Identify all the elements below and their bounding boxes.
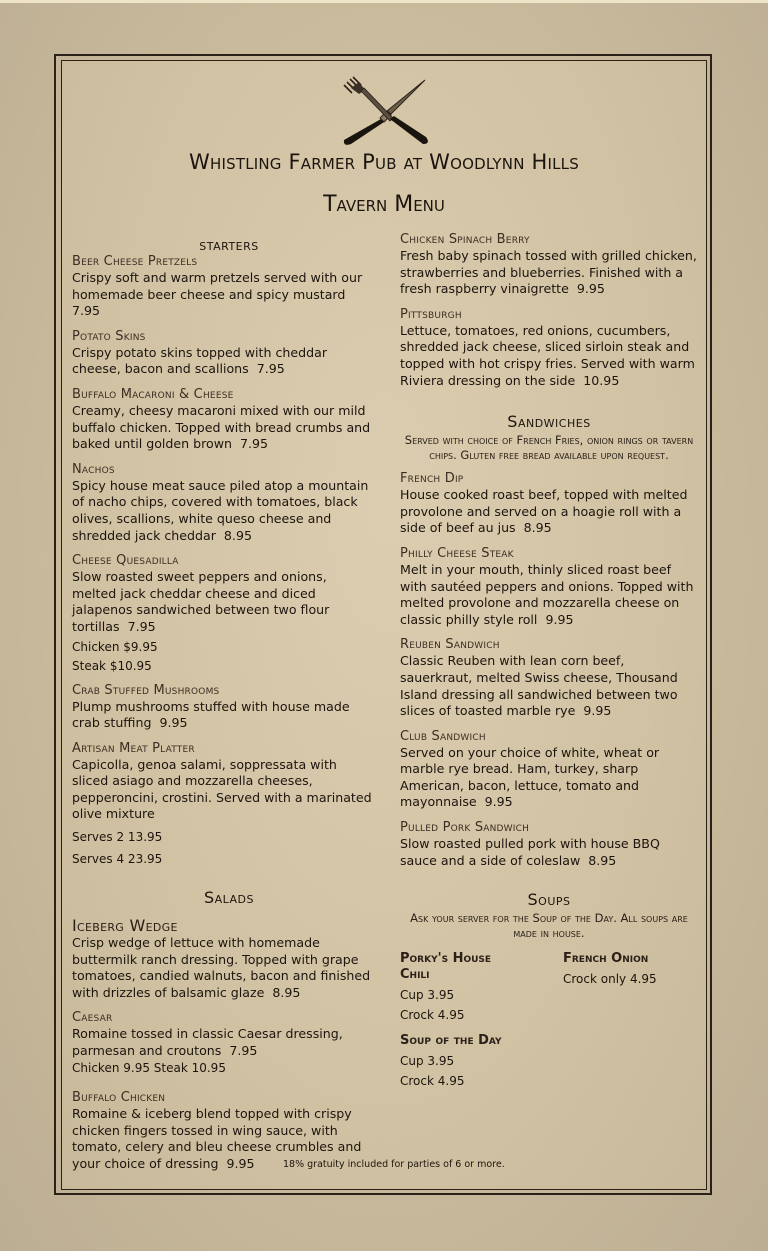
item-price: 7.95 [256, 361, 285, 377]
menu-item [400, 546, 698, 628]
section-heading-starters: starters [199, 235, 259, 254]
item-option-price: Serves 4 23.95 [72, 852, 163, 867]
item-description: Served on your choice of white, wheat or marble rye bread. Ham, turkey, sharp American, bacon, lettuce, tomato and mayonnaise [400, 744, 660, 810]
menu-title: Tavern Menu [323, 192, 445, 217]
item-name: Nachos [72, 461, 115, 477]
menu-item [72, 683, 372, 732]
item-description: Fresh baby spinach tossed with grilled chicken, strawberries and blueberries. Finished with a fresh raspberry vinaigrette [400, 248, 697, 297]
restaurant-name: Whistling Farmer Pub at Woodlynn Hills [189, 150, 579, 174]
item-name: Cheese Quesadilla [72, 553, 179, 569]
menu-item [72, 553, 372, 673]
item-description: House cooked roast beef, topped with melted provolone and served on a hoagie roll with a side of beef au jus [400, 487, 688, 536]
item-price: 10.95 [583, 372, 620, 388]
menu-item [72, 1010, 372, 1076]
item-description: Lettuce, tomatoes, red onions, cucumbers, shredded jack cheese, sliced sirloin steak and topped with hot crispy fries. Served with warm Riviera dressing on the side [400, 322, 695, 388]
soup-item [400, 1033, 563, 1089]
soup-price: Crock 4.95 [400, 1008, 465, 1023]
item-extra-price: Chicken 9.95 Steak 10.95 [72, 1060, 226, 1075]
menu-item [72, 917, 372, 1001]
item-name: Crab Stuffed Mushrooms [72, 682, 220, 698]
item-description: Romaine & iceberg blend topped with crispy chicken fingers tossed in wing sauce, with tomato, celery and bleu cheese crumbles and your choice of dressing [72, 1106, 362, 1171]
section-heading-sandwiches: Sandwiches [507, 412, 591, 432]
item-option-price: Serves 2 13.95 [72, 830, 163, 845]
item-name: Pittsburgh [400, 306, 462, 322]
item-price: 7.95 [127, 618, 156, 634]
item-description: Creamy, cheesy macaroni mixed with our mild buffalo chicken. Topped with bread crumbs and baked until golden brown [72, 402, 371, 452]
menu-item [400, 820, 698, 869]
item-price: 9.95 [545, 611, 574, 627]
item-name: Artisan Meat Platter [72, 740, 195, 756]
item-description: Melt in your mouth, thinly sliced roast beef with sautéed peppers and onions. Topped with melted provolone and mozzarella cheese on classic philly style roll [400, 561, 694, 627]
soup-price: Cup 3.95 [400, 1054, 455, 1069]
item-price: 7.95 [72, 303, 101, 319]
soup-price: Cup 3.95 [400, 988, 455, 1003]
page-edge [0, 0, 768, 3]
item-option-price: Chicken $9.95 [72, 639, 158, 654]
item-name: Buffalo Macaroni & Cheese [72, 386, 234, 402]
menu-item [400, 232, 698, 298]
soup-item [563, 951, 698, 987]
gratuity-note: 18% gratuity included for parties of 6 or more. [283, 1159, 505, 1170]
item-price: 9.95 [226, 1156, 255, 1171]
item-name: Chicken Spinach Berry [400, 232, 530, 247]
item-price: 9.95 [159, 715, 188, 731]
item-description: Crisp wedge of lettuce with homemade buttermilk ranch dressing. Topped with grape tomatoes, candied walnuts, bacon and finished with drizzles of balsamic glaze [72, 935, 371, 1000]
item-name: Reuben Sandwich [400, 637, 500, 653]
soup-name: Soup of the Day [400, 1033, 502, 1049]
right-column [400, 232, 698, 1089]
item-description: Slow roasted sweet peppers and onions, melted jack cheddar cheese and diced jalapenos sandwiched between two flour tortillas [72, 569, 330, 634]
item-price: 9.95 [583, 703, 612, 719]
item-name: Buffalo Chicken [72, 1090, 166, 1106]
item-price: 7.95 [229, 1043, 258, 1059]
soup-name: Porky's House Chili [400, 951, 492, 983]
left-column [72, 236, 372, 1182]
item-description: Plump mushrooms stuffed with house made crab stuffing [72, 698, 350, 731]
menu-item [400, 471, 698, 537]
item-name: Beer Cheese Pretzels [72, 254, 198, 269]
item-price: 8.95 [523, 520, 552, 536]
item-name: Philly Cheese Steak [400, 545, 514, 561]
item-price: 8.95 [588, 852, 617, 868]
item-name: Potato Skins [72, 328, 146, 344]
item-description: Capicolla, genoa salami, soppressata with sliced asiago and mozzarella cheeses, pepperoncini, crostini. Served with a marinated olive mixture [72, 756, 372, 822]
item-price: 9.95 [484, 794, 513, 810]
item-description: Crispy soft and warm pretzels served with our homemade beer cheese and spicy mustard [72, 270, 363, 302]
item-price: 7.95 [240, 436, 269, 452]
item-description: Spicy house meat sauce piled atop a mountain of nacho chips, covered with tomatoes, black olives, scallions, white queso cheese and shredded jack cheddar [72, 477, 369, 543]
menu-item [72, 387, 372, 453]
item-price: 8.95 [223, 527, 252, 543]
item-option-price: Steak $10.95 [72, 658, 152, 673]
soup-name: French Onion [563, 951, 649, 967]
menu-item [72, 741, 372, 867]
item-name: French Dip [400, 471, 464, 487]
item-name: Iceberg Wedge [72, 916, 178, 936]
item-name: Caesar [72, 1010, 113, 1026]
section-heading-salads: Salads [203, 888, 255, 908]
section-heading-soups: Soups [527, 890, 571, 910]
item-name: Pulled Pork Sandwich [400, 820, 530, 836]
section-note-sandwiches: Served with choice of French Fries, onion rings or tavern chips. Gluten free bread available upon request. [404, 433, 694, 463]
soup-price: Crock 4.95 [400, 1074, 465, 1089]
item-price: 8.95 [272, 984, 301, 1000]
crossed-fork-and-knife-icon [335, 74, 435, 148]
menu-item [400, 729, 698, 811]
item-description: Classic Reuben with lean corn beef, sauerkraut, melted Swiss cheese, Thousand Island dressing all sandwiched between two slices of toasted marble rye [400, 653, 678, 719]
item-price: 9.95 [576, 281, 605, 297]
menu-item [72, 462, 372, 544]
menu-item [400, 637, 698, 719]
menu-item [72, 254, 372, 320]
item-name: Club Sandwich [400, 728, 486, 744]
item-description: Crispy potato skins topped with cheddar cheese, bacon and scallions [72, 344, 328, 377]
item-description: Romaine tossed in classic Caesar dressing, parmesan and croutons [72, 1026, 343, 1059]
item-description: Slow roasted pulled pork with house BBQ sauce and a side of coleslaw [400, 836, 660, 868]
menu-item [72, 329, 372, 378]
menu-item [400, 307, 698, 389]
soup-price: Crock only 4.95 [563, 972, 657, 987]
section-note-soups: Ask your server for the Soup of the Day. All soups are made in house. [410, 911, 688, 941]
soup-item [400, 951, 563, 1023]
soup-list [400, 951, 698, 1089]
